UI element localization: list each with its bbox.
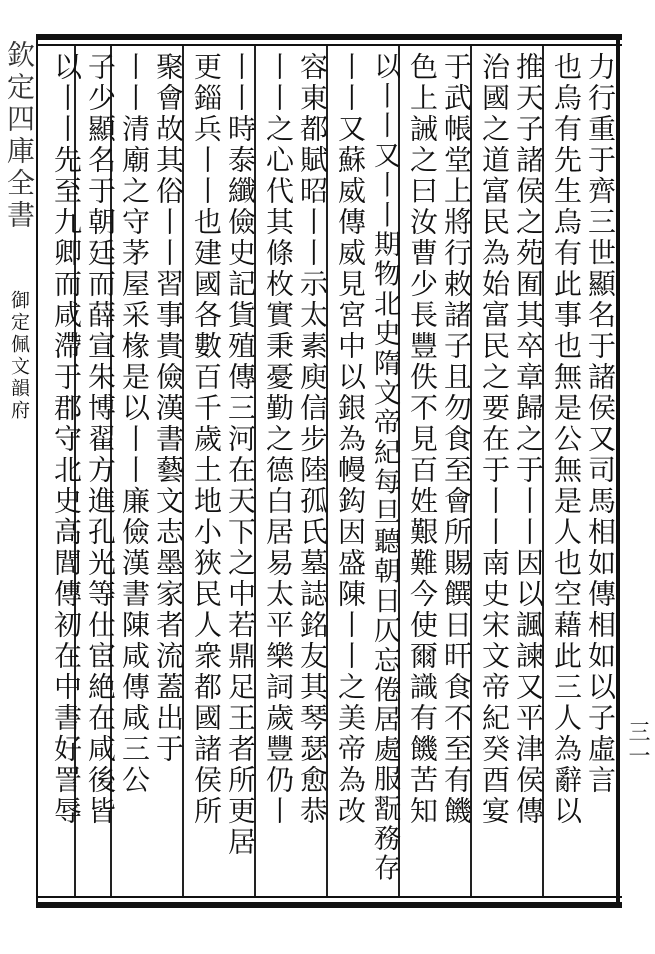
text-column: 丨丨時泰纖儉史記貨殖傳三河在天下之中若鼎足王者所更居 [224, 52, 257, 858]
folio-number: 三一 [625, 720, 650, 768]
text-column: 丨丨之心代其條枚實秉憂勤之德白居易太平樂詞歲豐仍丨 [262, 52, 295, 827]
text-column: 治國之道富民為始富民之要在于丨丨南史宋文帝紀癸酉宴 [478, 52, 511, 827]
text-column: 容東都賦昭丨丨示太素庾信步陸孤氏墓誌銘友其琴瑟愈恭 [296, 52, 329, 827]
text-column: 更錙兵丨丨也建國各數百千歲土地小狹民人衆都國諸侯所 [190, 52, 223, 827]
text-column: 于武帳堂上將行敕諸子且勿食至會所賜饌日旰食不至有饑 [440, 52, 473, 827]
chapter-title: 御定佩文韻府 [8, 290, 30, 422]
text-column: 丨丨清廟之守茅屋采椽是以丨丨廉儉漢書陳咸傳咸三公 [118, 52, 151, 796]
text-column: 丨丨又蘇威傳威見宮中以銀為幔鈎因盛陳丨丨之美帝為改 [334, 52, 367, 827]
text-column: 以丨丨先至九卿而咸滯于郡守北史高閭傳初在中書好詈辱 [50, 52, 83, 827]
book-title: 欽定四庫全書 [3, 40, 36, 232]
top-inner-border [36, 44, 622, 46]
text-column: 推天子諸侯之苑囿其卒章歸之于丨丨因以諷諫又平津侯傳 [512, 52, 545, 827]
bottom-inner-border [36, 896, 622, 898]
bottom-border [36, 902, 622, 908]
text-column: 力行重于齊三世顯名于諸侯又司馬相如傳相如以子虛言 [584, 52, 617, 796]
text-column: 聚會故其俗丨丨習事貴儉漢書藝文志墨家者流蓋出于 [152, 52, 185, 765]
text-column: 子少顯名于朝廷而薛宣朱博翟方進孔光等仕宦絶在咸後皆 [84, 52, 117, 827]
top-border [36, 34, 622, 40]
left-border [36, 34, 38, 908]
text-column: 以丨丨又丨丨期物北史隋文帝紀每旦聽朝日仄忘倦居處服翫務存 [369, 52, 400, 884]
text-column: 也烏有先生烏有此事也無是公無是人也空藉此三人為辭以 [550, 52, 583, 827]
text-column: 色上誡之曰汝曹少長豐佚不見百姓艱難今使爾識有饑苦知 [406, 52, 439, 827]
